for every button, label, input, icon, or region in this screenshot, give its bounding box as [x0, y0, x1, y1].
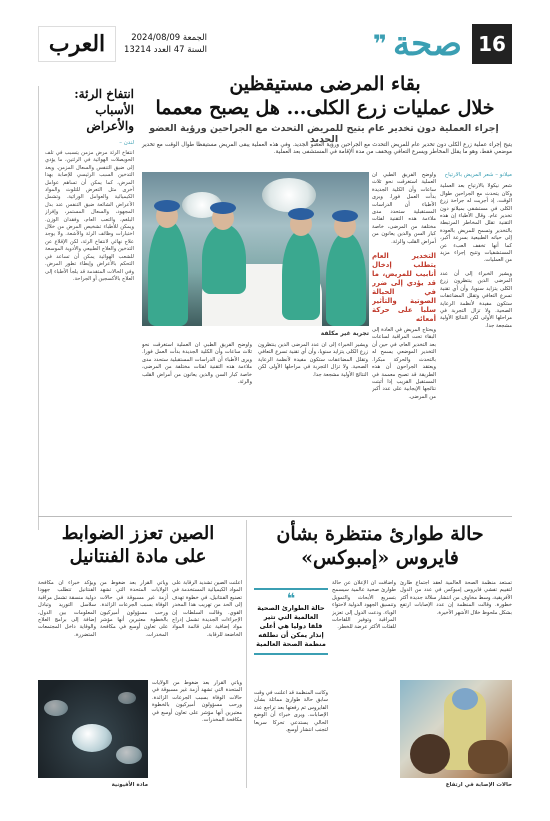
story2-headline-line2: فايروس «إمبوكس» [301, 547, 459, 569]
main-col-author: ميلانو – شعر المريض بالارتياح [444, 172, 512, 178]
sidebar-author: لندن – [119, 140, 134, 146]
main-col-a-text2: ويشير الخبراء إلى أن عدد المرضى الذين ينتظرون زرع الكلى يتزايد سنويا، وأن أي تقنية تسرع التعافي وتقلل المضاعفات ستكون مفيدة لأنظمة الرعاية الصحية. ولا تزال التجربة في مراحلها الأولى لكن النتائج الأولية مشجعة جدا. [440, 270, 512, 329]
story3-col-b: ويأتي القرار بعد ضغوط من الولايات المتحدة التي تشهد أزمة غير مسبوقة في حالات الوفاة بسبب الجرعات الزائدة. ورحب مسؤولون أميركيون بالخطوة معتبرين أنها مؤشر على تعاون أوسع في مكافحة المخدرات. [100, 580, 168, 638]
main-highlight-quote: التخدير العام يتطلب إدخال أنابيب للمريض، ما قد يؤدي إلى ضرر في الحبالة الصوتية والتأثير سلبا على حركة أمعائه [372, 252, 436, 324]
main-col-a [440, 172, 512, 517]
main-col-b [372, 172, 436, 517]
surgery-photo [142, 172, 369, 326]
section-title: صحة [392, 24, 462, 64]
sidebar-text: انتفاخ الرئة مرض مزمن يتسبب في تلف الحويصلات الهوائية في الرئتين، ما يؤدي إلى ضيق التنفس والسعال المزمن. ويعد التدخين السبب الرئيسي للإصابة بهذا المرض، كما يمكن أن تساهم عوامل أخرى مثل التعرض للتلوث والمواد الكيميائية والعوامل الوراثية. وتشمل الأعراض الشائعة ضيق التنفس عند بذل المجهود، والسعال المستمر، وإفراز البلغم، والتعب العام، وفقدان الوزن. ويمكن للأطباء تشخيص المرض من خلال اختبارات وظائف الرئة والأشعة. ولا يوجد علاج نهائي لانتفاخ الرئة، لكن الإقلاع عن التدخين والعلاج الطبيعي والأدوية الموسعة للشعب الهوائية يمكن أن تساعد في التحكم بالأعراض وإبطاء تطور المرض. وفي الحالات المتقدمة قد يلجأ الأطباء إلى العلاج بالأكسجين أو الجراحة. [45, 150, 134, 282]
masthead [38, 26, 512, 62]
story2-col-c: وكانت المنظمة قد أعلنت في وقت سابق حالة طوارئ مماثلة بشأن الفايروس ثم رفعتها بعد تراجع عدد الإصابات. ويرى خبراء أن الوضع الحالي يستدعي تحركا سريعا لتجنب انتشار أوسع. [254, 690, 328, 734]
mpox-patient-photo [400, 680, 512, 778]
story3-col-d: ويأتي القرار بعد ضغوط من الولايات المتحدة التي تشهد أزمة غير مسبوقة في حالات الوفاة بسبب الجرعات الزائدة. ورحب مسؤولون أميركيون بالخطوة معتبرين أنها مؤشر على تعاون أوسع في مكافحة المخدرات. [152, 680, 242, 724]
main-headline-line2: خلال عمليات زرع الكلى... هل يصبح معمما [155, 97, 495, 119]
story3-col-c: ويؤكد خبراء أن مكافحة الفنتانيل تتطلب جهودا دولية منسقة تشمل مراقبة سلاسل التوريد وتبادل المعلومات بين الدول، إضافة إلى برامج العلاج والوقاية داخل المجتمعات المتضررة. [38, 580, 96, 638]
quote-icon: ❝ [286, 591, 296, 607]
story3-headline-line2: على مادة الفنتانيل [69, 546, 207, 567]
story3-col-a: أعلنت الصين تشديد الرقابة على المواد الكيميائية المستخدمة في تصنيع الفنتانيل، في خطوة تهدف إلى الحد من تهريب هذا المخدر القوي. وقالت السلطات إن الإجراءات الجديدة تشمل إدراج مواد إضافية على قائمة المواد الخاضعة للرقابة. [172, 580, 242, 638]
main-col-b-text: وأوضح الفريق الطبي أن العملية استغرقت نحو ثلاث ساعات وأن الكلية الجديدة بدأت العمل فورا. ويرى الأطباء أن الدراسات المستقبلية ستحدد مدى ملاءمة هذه التقنية لفئات مختلفة من المرضى، خاصة كبار السن والذين يعانون من أمراض القلب والرئة. [372, 172, 436, 245]
story2-photo-caption: حالات الإصابة في ارتفاع [445, 782, 512, 788]
quote-icon: ❞ [372, 30, 387, 58]
newspaper-logo: العرب [38, 26, 116, 62]
story3-headline [38, 522, 238, 568]
main-subhead: إجراء العملية دون تخدير عام يتيح للمريض التحدث مع الجراحين ورؤية العضو الجديد [149, 123, 499, 145]
sidebar-emphysema [38, 86, 134, 530]
main-col-a-text: شعر نيكولا بالارتياح بعد العملية وكان يتحدث مع الجراحين طوال الوقت، إذ أجريت له جراحة زرع الكلى في مستشفى بميلانو دون تخدير عام. وقال الأطباء إن هذه التقنية تقلل المخاطر المرتبطة بالتخدير وتسمح للمريض بالعودة إلى حياته الطبيعية بسرعة أكبر، كما أنها تخفف العبء عن المستشفيات وتتيح إجراء مزيد من العمليات. [440, 183, 512, 264]
sidebar-title: انتفاخ الرئة: الأسباب والأعراض [74, 87, 134, 133]
story2-pullquote [254, 588, 328, 655]
main-col-d: ويشير الخبراء إلى أن عدد المرضى الذين ينتظرون زرع الكلى يتزايد سنويا، وأن أي تقنية تسرع التعافي وتقلل المضاعفات ستكون مفيدة لأنظمة الرعاية الصحية. ولا تزال التجربة في مراحلها الأولى لكن النتائج الأولية مشجعة جدا. [258, 342, 368, 378]
section-divider [38, 516, 512, 517]
fentanyl-pills-photo [38, 680, 148, 778]
story-divider [246, 520, 247, 788]
story2-pullquote-text: حالة الطوارئ الصحية العالمية التي تثير قلقا دوليا هي أعلى إنذار يمكن أن تطلقه منظمة الصحة العالمية [256, 604, 326, 648]
story2-headline [250, 522, 510, 570]
issue-number: السنة 47 العدد 13214 [124, 45, 207, 55]
main-photo-caption: تجربة غير مكلفة [320, 330, 369, 337]
page-number: 16 [472, 24, 512, 64]
issue-info [124, 32, 207, 56]
main-col-b-text2: ويحتاج المريض في العادة إلى البقاء تحت المراقبة لساعات بعد التخدير العام، في حين أن التخدير الموضعي يسمح له بالتحدث والحركة مبكرا. ويعتقد الجراحون أن هذه الطريقة قد تصبح معممة في المستقبل القريب إذا أثبتت نتائجها الإيجابية على عدد أكبر من المرضى. [372, 327, 436, 400]
story2-headline-line1: حالة طوارئ منتظرة بشأن [276, 523, 484, 545]
story3-photo-caption: مادة الأفيونية [111, 782, 148, 788]
issue-date: الجمعة 2024/08/09 [131, 33, 207, 43]
main-headline-line1: بقاء المرضى مستيقظين [229, 73, 421, 95]
main-headline [140, 72, 510, 120]
story2-col-b: وأضافت أن الإعلان عن حالة طوارئ صحية عالمية سيسمح بتسريع الأبحاث والتمويل وتنسيق الجهود الدولية لاحتواء الوباء. ودعت الدول إلى تعزيز المراقبة وتوفير اللقاحات للفئات الأكثر عرضة للخطر. [332, 580, 396, 631]
story2-col-a: تستعد منظمة الصحة العالمية لعقد اجتماع طارئ لتقييم تفشي فايروس إمبوكس في عدد من الدول الأفريقية، وسط مخاوف من انتشار سلالة جديدة أكثر خطورة. وقالت المنظمة إن عدد الإصابات ارتفع بشكل ملحوظ خلال الأشهر الأخيرة. [400, 580, 512, 616]
main-col-c: وأوضح الفريق الطبي أن العملية استغرقت نحو ثلاث ساعات وأن الكلية الجديدة بدأت العمل فورا. ويرى الأطباء أن الدراسات المستقبلية ستحدد مدى ملاءمة هذه التقنية لفئات مختلفة من المرضى، خاصة كبار السن والذين يعانون من أمراض القلب والرئة. [142, 342, 252, 386]
story3-headline-line1: الصين تعزز الضوابط [61, 523, 215, 544]
main-lead: يتيح إجراء عملية زرع الكلى دون تخدير عام للمريض التحدث مع الجراحين ورؤية العضو الجديد. وفي هذه العملية يبقى المريض مستيقظا طوال الوقت مع تخدير موضعي فقط، وهو ما يقلل المخاطر ويسرع التعافي ويخفف من مدة الإقامة في المستشفى بعد العملية. [142, 142, 512, 156]
